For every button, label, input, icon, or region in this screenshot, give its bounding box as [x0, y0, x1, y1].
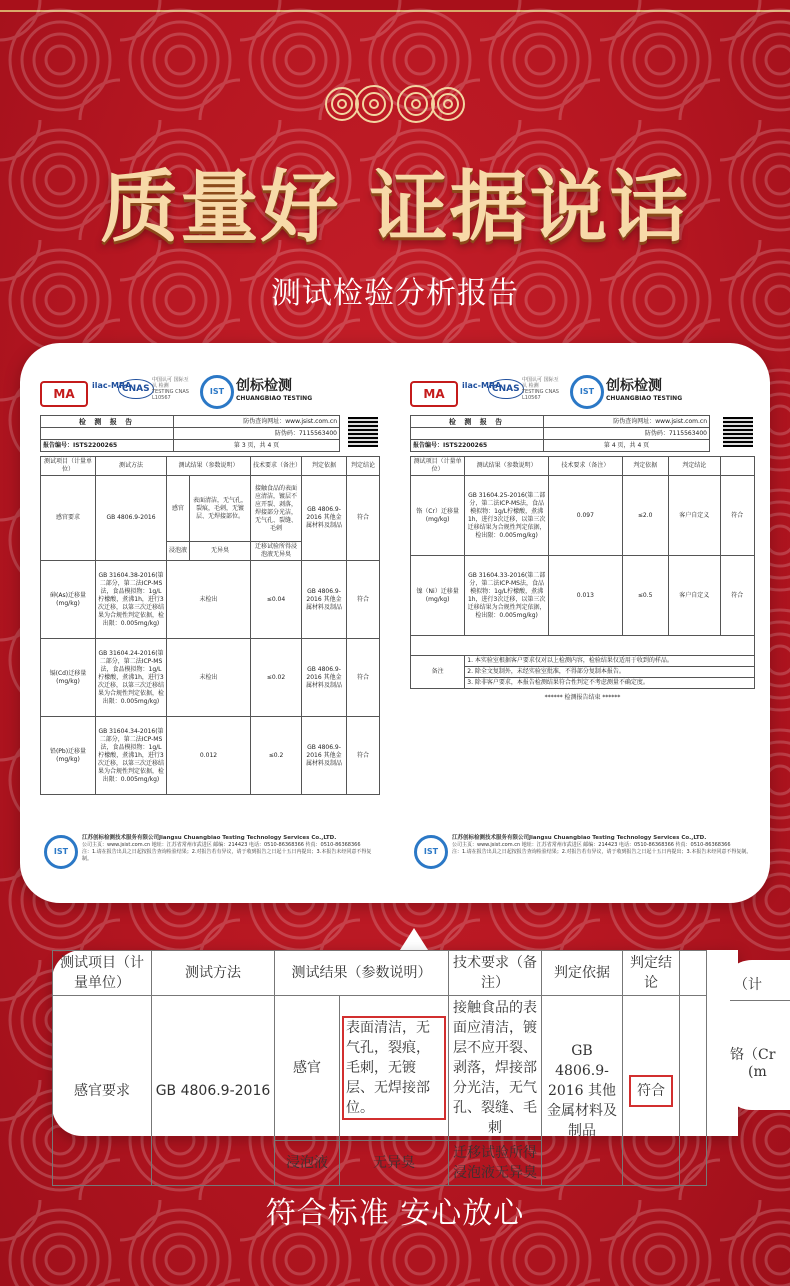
brand-name: 创标检测 — [236, 378, 292, 394]
brand-name: 创标检测 — [606, 378, 662, 394]
cell-sub: 浸泡液 — [167, 542, 190, 561]
cell-basis: GB 4806.9-2016 其他金属材料及制品 — [302, 639, 347, 717]
cell-result: 0.097 — [549, 476, 623, 556]
cell-sub: 浸泡液 — [275, 1141, 340, 1186]
cell-result: 未检出 — [167, 561, 251, 639]
subheadline: 测试检验分析报告 — [271, 276, 519, 311]
report-page-3 — [40, 373, 380, 873]
col-header: 测试项目（计量单位） — [41, 457, 96, 476]
report-footer — [410, 833, 755, 873]
cell-method: GB 31604.34-2016(第二部分，第二法ICP-MS法，食品模拟物：1g/L柠檬酸，煮沸1h，进行3次迁移，以第三次迁移结果为合规性判定依据，检出限：0.005mg/kg) — [96, 717, 167, 795]
cell-result: 表面清洁，无气孔，裂痕，毛刺，无镀层、无焊接部位。 — [190, 476, 251, 542]
cell-conclusion: 符合 — [720, 556, 754, 636]
report-number: 报告编号：ISTS2200265 — [411, 440, 544, 452]
cell-sub: 感官 — [167, 476, 190, 542]
col-header: 测试结果（参数说明） — [465, 457, 549, 476]
col-header: 判定结论 — [623, 951, 680, 996]
col-header: 判定结论 — [668, 457, 720, 476]
cell-req: ≤0.5 — [622, 556, 668, 636]
highlight-conclusion: 符合 — [629, 1075, 673, 1107]
report-title: 检 测 报 告 — [41, 416, 174, 428]
cell-result: 0.013 — [549, 556, 623, 636]
peek-header: （计 — [734, 977, 762, 993]
peek-unit: (m — [748, 1064, 767, 1080]
cell-basis: GB 4806.9-2016 其他金属材料及制品 — [302, 476, 347, 561]
brand-name-en: CHUANGBIAO TESTING — [236, 395, 313, 402]
cell-req: ≤2.0 — [622, 476, 668, 556]
cell-method: GB 31604.25-2016(第二部分，第二法ICP-MS法，食品模拟物：1g/L柠檬酸，煮沸1h，进行3次迁移，以第三次迁移结果为合规性判定依据，检出限：0.005mg/kg) — [465, 476, 549, 556]
cell-sub: 感官 — [275, 996, 340, 1141]
cell-req: ≤0.04 — [251, 561, 302, 639]
report-meta-table — [40, 415, 340, 452]
cell-basis: GB 4806.9-2016 其他金属材料及制品 — [302, 561, 347, 639]
ist-logo: IST — [200, 375, 234, 409]
footer-line2: 公司主页：www.jsist.com.cn 地址：江苏省常州市武进区 邮编：214423 电话：0510-86368366 传真：0510-86368366 — [452, 842, 731, 848]
report-number: 报告编号：ISTS2200265 — [41, 440, 174, 452]
cnas-caption: 中国认可 国际互认 检测 TESTING CNAS L10567 — [152, 377, 189, 401]
footer-line3: 注：1.请在报告出具之日起按报告查询检验结果；2.对报告若有异议，请于收到报告之日起十五日内提出；3.本报告未经同意不得复制。 — [82, 849, 372, 862]
cell-method: GB 4806.9-2016 — [152, 996, 275, 1186]
zoomed-table-callout — [52, 950, 738, 1181]
cell-req: 接触食品的表面应清洁，镀层不应开裂、剥落，焊接部分光洁，无气孔、裂缝、毛刺 — [449, 996, 542, 1141]
report-header — [410, 373, 755, 413]
bottom-slogan: 符合标准 安心放心 — [265, 1196, 525, 1231]
ist-logo: IST — [570, 375, 604, 409]
cell-method: GB 31604.38-2016(第二部分，第二法ICP-MS法，食品模拟物：1g/L柠檬酸，煮沸1h，进行3次迁移，以第三次迁移结果为合规性判定依据，检出限：0.005mg/kg) — [96, 561, 167, 639]
col-header: 判定依据 — [302, 457, 347, 476]
report-footer — [40, 833, 380, 873]
report-end: ****** 检测报告结束 ****** — [544, 694, 621, 701]
anti-code: 防伪码：7115563400 — [174, 428, 340, 440]
report-results-table — [410, 456, 755, 689]
cell-conclusion: 符合 — [347, 476, 380, 561]
col-header: 测试结果（参数说明） — [275, 951, 449, 996]
brand-name-en: CHUANGBIAO TESTING — [606, 395, 683, 402]
report-results-table — [40, 456, 380, 795]
peek-item: 铬（Cr — [730, 1047, 776, 1063]
cnas-logo: CNAS — [488, 379, 524, 399]
report-meta-table — [410, 415, 710, 452]
cell-conclusion: 符合 — [347, 561, 380, 639]
ilac-logo: ilac-MRA — [462, 381, 502, 390]
note-line: 2. 除全文复制外，未经实验室批准，不得部分复制本报告。 — [465, 667, 755, 678]
col-header: 判定依据 — [622, 457, 668, 476]
cell-method: GB 4806.9-2016 — [96, 476, 167, 561]
cell-req: ≤0.02 — [251, 639, 302, 717]
reports-card — [20, 343, 770, 903]
headline: 质量好 证据说话 — [100, 162, 690, 253]
footer-company: 江苏创标检测技术服务有限公司Jiangsu Chuangbiao Testing Technology Services Co.,LTD. — [452, 835, 707, 841]
qr-code-icon — [723, 417, 753, 447]
col-header: 测试结果（参数说明） — [167, 457, 251, 476]
cell-conclusion: 符合 — [347, 717, 380, 795]
cell-basis: GB 4806.9-2016 其他金属材料及制品 — [302, 717, 347, 795]
col-header: 测试项目（计量单位） — [411, 457, 465, 476]
footer-text — [452, 835, 751, 856]
anti-code: 防伪码：7115563400 — [544, 428, 710, 440]
cnas-logo: CNAS — [118, 379, 154, 399]
callout-pointer — [400, 928, 428, 950]
footer-company: 江苏创标检测技术服务有限公司Jiangsu Chuangbiao Testing Technology Services Co.,LTD. — [82, 835, 337, 841]
cell-item: 镍（Ni）迁移量(mg/kg) — [411, 556, 465, 636]
note-line: 1. 本实验室根据客户要求仅对以上检测内容，检验结果仅适用于收到的样品。 — [465, 656, 755, 667]
col-header: 技术要求（备注） — [251, 457, 302, 476]
zoomed-table-peek — [722, 960, 790, 1110]
cell-result: 无异臭 — [190, 542, 251, 561]
cell-item: 镉(Cd)迁移量(mg/kg) — [41, 639, 96, 717]
query-url: 防伪查询网址：www.jsist.com.cn — [544, 416, 710, 428]
page-indicator: 第 3 页，共 4 页 — [174, 440, 340, 452]
cell-req: ≤0.2 — [251, 717, 302, 795]
qr-code-icon — [348, 417, 378, 447]
cell-method: GB 31604.24-2016(第二部分，第二法ICP-MS法，食品模拟物：1g/L柠檬酸，煮沸1h，进行3次迁移，以第三次迁移结果为合规性判定依据，检出限：0.005mg/kg) — [96, 639, 167, 717]
spiral-emblem-icon — [322, 84, 468, 124]
cell-item: 铅(Pb)迁移量(mg/kg) — [41, 717, 96, 795]
col-header: 技术要求（备注） — [549, 457, 623, 476]
footer-line3: 注：1.请在报告出具之日起按报告查询检验结果；2.对报告若有异议，请于收到报告之日起十五日内提出；3.本报告未经同意不得复制。 — [452, 849, 752, 855]
cell-req: 迁移试验所得浸泡液无异臭 — [449, 1141, 542, 1186]
cell-item: 铬（Cr）迁移量(mg/kg) — [411, 476, 465, 556]
report-header — [40, 373, 380, 413]
ilac-logo: ilac-MRA — [92, 381, 132, 390]
col-header: 测试项目（计量单位） — [53, 951, 152, 996]
cell-item: 感官要求 — [53, 996, 152, 1186]
cell-basis: GB 4806.9-2016 其他金属材料及制品 — [542, 996, 623, 1186]
cell-conclusion: 符合 — [720, 476, 754, 556]
col-header: 判定依据 — [542, 951, 623, 996]
zoomed-table — [52, 950, 707, 1186]
query-url: 防伪查询网址：www.jsist.com.cn — [174, 416, 340, 428]
col-header: 判定结论 — [347, 457, 380, 476]
cell-basis: 客户自定义 — [668, 556, 720, 636]
cell-result: 未检出 — [167, 639, 251, 717]
report-title: 检 测 报 告 — [411, 416, 544, 428]
col-header: 测试方法 — [96, 457, 167, 476]
ma-logo: MA — [410, 381, 458, 407]
cell-conclusion: 符合 — [347, 639, 380, 717]
page-indicator: 第 4 页，共 4 页 — [544, 440, 710, 452]
ist-footer-logo: IST — [44, 835, 78, 869]
ist-footer-logo: IST — [414, 835, 448, 869]
cell-req: 迁移试验所得浸泡液无异臭 — [251, 542, 302, 561]
cnas-caption: 中国认可 国际互认 检测 TESTING CNAS L10567 — [522, 377, 559, 401]
cell-result: 0.012 — [167, 717, 251, 795]
col-header: 技术要求（备注） — [449, 951, 542, 996]
highlight-result: 表面清洁，无气孔，裂痕，毛刺，无镀层、无焊接部位。 — [342, 1016, 446, 1120]
ma-logo: MA — [40, 381, 88, 407]
col-header — [720, 457, 754, 476]
cell-basis: 客户自定义 — [668, 476, 720, 556]
footer-line2: 公司主页：www.jsist.com.cn 地址：江苏省常州市武进区 邮编：214423 电话：0510-86368366 传真：0510-86368366 — [82, 842, 361, 848]
cell-item: 感官要求 — [41, 476, 96, 561]
note-line: 3. 除非客户要求，本报告检测结果符合性判定不考虑测量不确定度。 — [465, 678, 755, 689]
report-page-4 — [410, 373, 755, 873]
cell-result: 无异臭 — [340, 1141, 449, 1186]
cell-item: 砷(As)迁移量(mg/kg) — [41, 561, 96, 639]
footer-text — [82, 835, 380, 863]
col-header: 测试方法 — [152, 951, 275, 996]
cell-req: 接触食品的表面应清洁，镀层不应开裂、剥落，焊接部分光洁，无气孔、裂缝、毛刺 — [251, 476, 302, 542]
cell-method: GB 31604.33-2016(第二部分，第二法ICP-MS法，食品模拟物：1g/L柠檬酸，煮沸1h，进行3次迁移，以第三次迁移结果为合规性判定依据，检出限：0.005mg/kg) — [465, 556, 549, 636]
notes-label: 备注 — [411, 656, 465, 689]
